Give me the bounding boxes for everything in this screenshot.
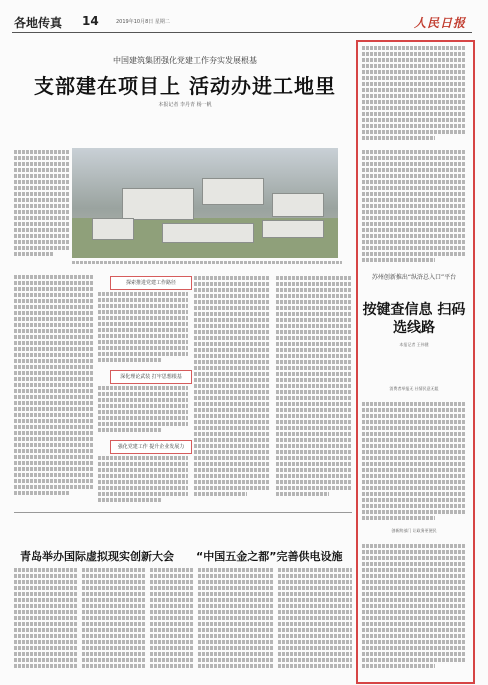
right-subheadline: 苏州创新推出“纵浒总入口”平台 [371, 274, 457, 281]
lower-column-1 [14, 568, 78, 673]
body-column-2b [98, 386, 188, 436]
body-column-2c [98, 456, 188, 504]
issue-date: 2019年10月8日 星期二 [116, 19, 170, 25]
page-header [12, 14, 472, 33]
section-box-heading-2: 深化理论武装 打牢思想根基 [110, 370, 192, 384]
lower-column-3 [150, 568, 194, 673]
right-column-lower-text [362, 402, 466, 522]
body-column-2a [98, 292, 188, 364]
main-kicker: 中国建筑集团强化党建工作夯实发展根基 [113, 56, 257, 65]
section-box-heading-3: 强化党建工作 提升企业发展力 [110, 440, 192, 454]
right-section-heading-2: 创新跨部门 让政务更便民 [391, 528, 437, 533]
lower-column-5 [278, 568, 352, 673]
right-section-heading-1: 消费者举报无 社情民意无阻 [389, 386, 439, 391]
right-byline: 本报记者 王伟健 [399, 342, 429, 347]
right-headline: 按键查信息 扫码选线路 [362, 302, 466, 336]
hardware-capital-headline: “中国五金之都”完善供电设施 [196, 550, 343, 563]
masthead-logo: 人民日报 [413, 16, 466, 30]
lower-column-2 [82, 568, 146, 673]
main-headline: 支部建在项目上 活动办进工地里 [34, 74, 336, 98]
right-column-mid-text [362, 150, 466, 265]
body-column-1 [14, 275, 94, 503]
section-divider [14, 512, 352, 513]
photo-caption [72, 261, 342, 266]
right-column-bottom-text [362, 544, 466, 674]
section-name: 各地传真 [14, 16, 63, 30]
intro-text-block [14, 150, 70, 270]
section-box-heading-1: 探索推进党建工作路径 [110, 276, 192, 290]
main-byline: 本报记者 李丹青 杨一帆 [158, 102, 212, 108]
page-number: 14 [82, 14, 99, 28]
qingdao-headline: 青岛举办国际虚拟现实创新大会 [20, 550, 174, 563]
lower-column-4 [198, 568, 274, 673]
body-column-4 [276, 276, 352, 504]
right-column-top-text [362, 46, 466, 146]
construction-site-photo [72, 148, 338, 258]
body-column-3 [194, 276, 270, 504]
